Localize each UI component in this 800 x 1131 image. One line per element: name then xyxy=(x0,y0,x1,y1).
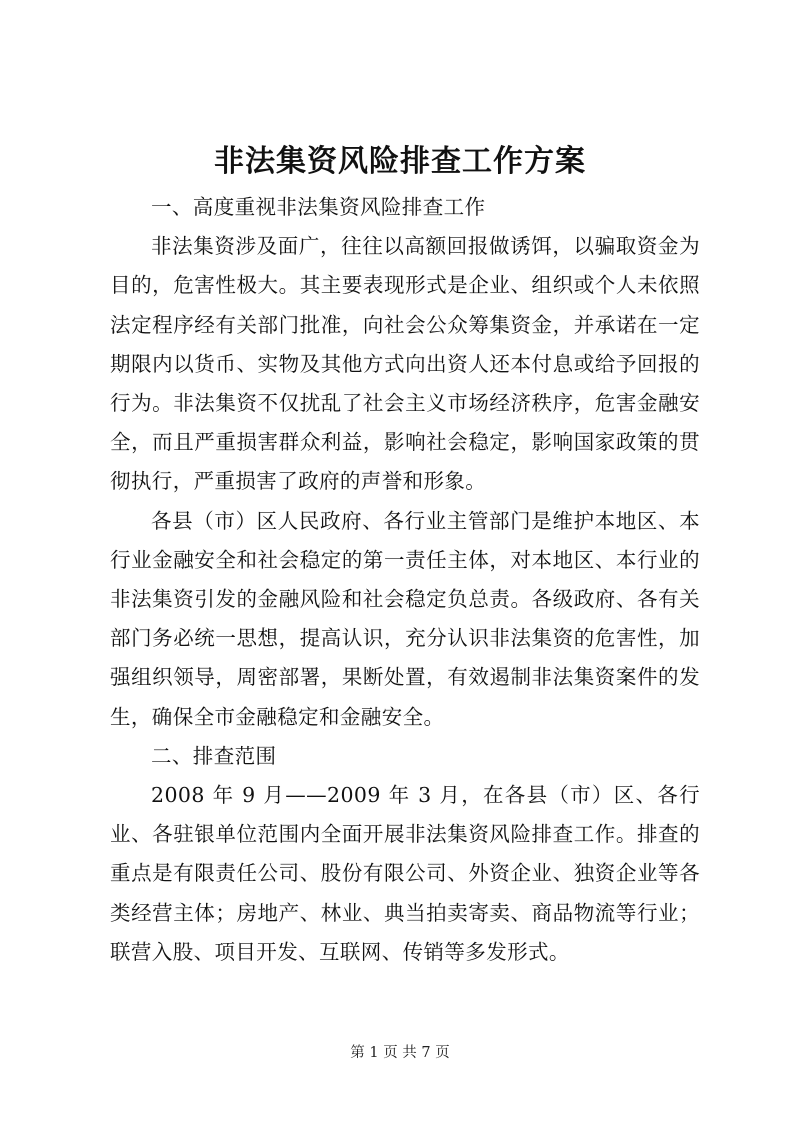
paragraph-3: 2008 年 9 月——2009 年 3 月，在各县（市）区、各行业、各驻银单位范围内全面开展非法集资风险排查工作。排查的重点是有限责任公司、股份有限公司、外资企业、独资企业等各类经营主体；房地产、林业、典当拍卖寄卖、商品物流等行业；联营入股、项目开发、互联网、传销等多发形式。 xyxy=(110,783,700,964)
section-heading-1: 一、高度重视非法集资风险排查工作 xyxy=(151,195,486,219)
section-heading-2: 二、排查范围 xyxy=(151,743,277,768)
paragraph-2: 各县（市）区人民政府、各行业主管部门是维护本地区、本行业金融安全和社会稳定的第一责任主体，对本地区、本行业的非法集资引发的金融风险和社会稳定负总责。各级政府、各有关部门务必统一思想，提高认识，充分认识非法集资的危害性，加强组织领导，周密部署，果断处置，有效遏制非法集资案件的发生，确保全市金融稳定和金融安全。 xyxy=(110,508,700,729)
paragraph-1: 非法集资涉及面广，往往以高额回报做诱饵，以骗取资金为目的，危害性极大。其主要表现形式是企业、组织或个人未依照法定程序经有关部门批准，向社会公众筹集资金，并承诺在一定期限内以货币、实物及其他方式向出资人还本付息或给予回报的行为。非法集资不仅扰乱了社会主义市场经济秩序，危害金融安全，而且严重损害群众利益，影响社会稳定，影响国家政策的贯彻执行，严重损害了政府的声誉和形象。 xyxy=(110,234,700,494)
document-body xyxy=(110,188,700,972)
document-title: 非法集资风险排查工作方案 xyxy=(214,144,586,179)
page-footer: 第 1 页 共 7 页 xyxy=(350,1045,450,1061)
